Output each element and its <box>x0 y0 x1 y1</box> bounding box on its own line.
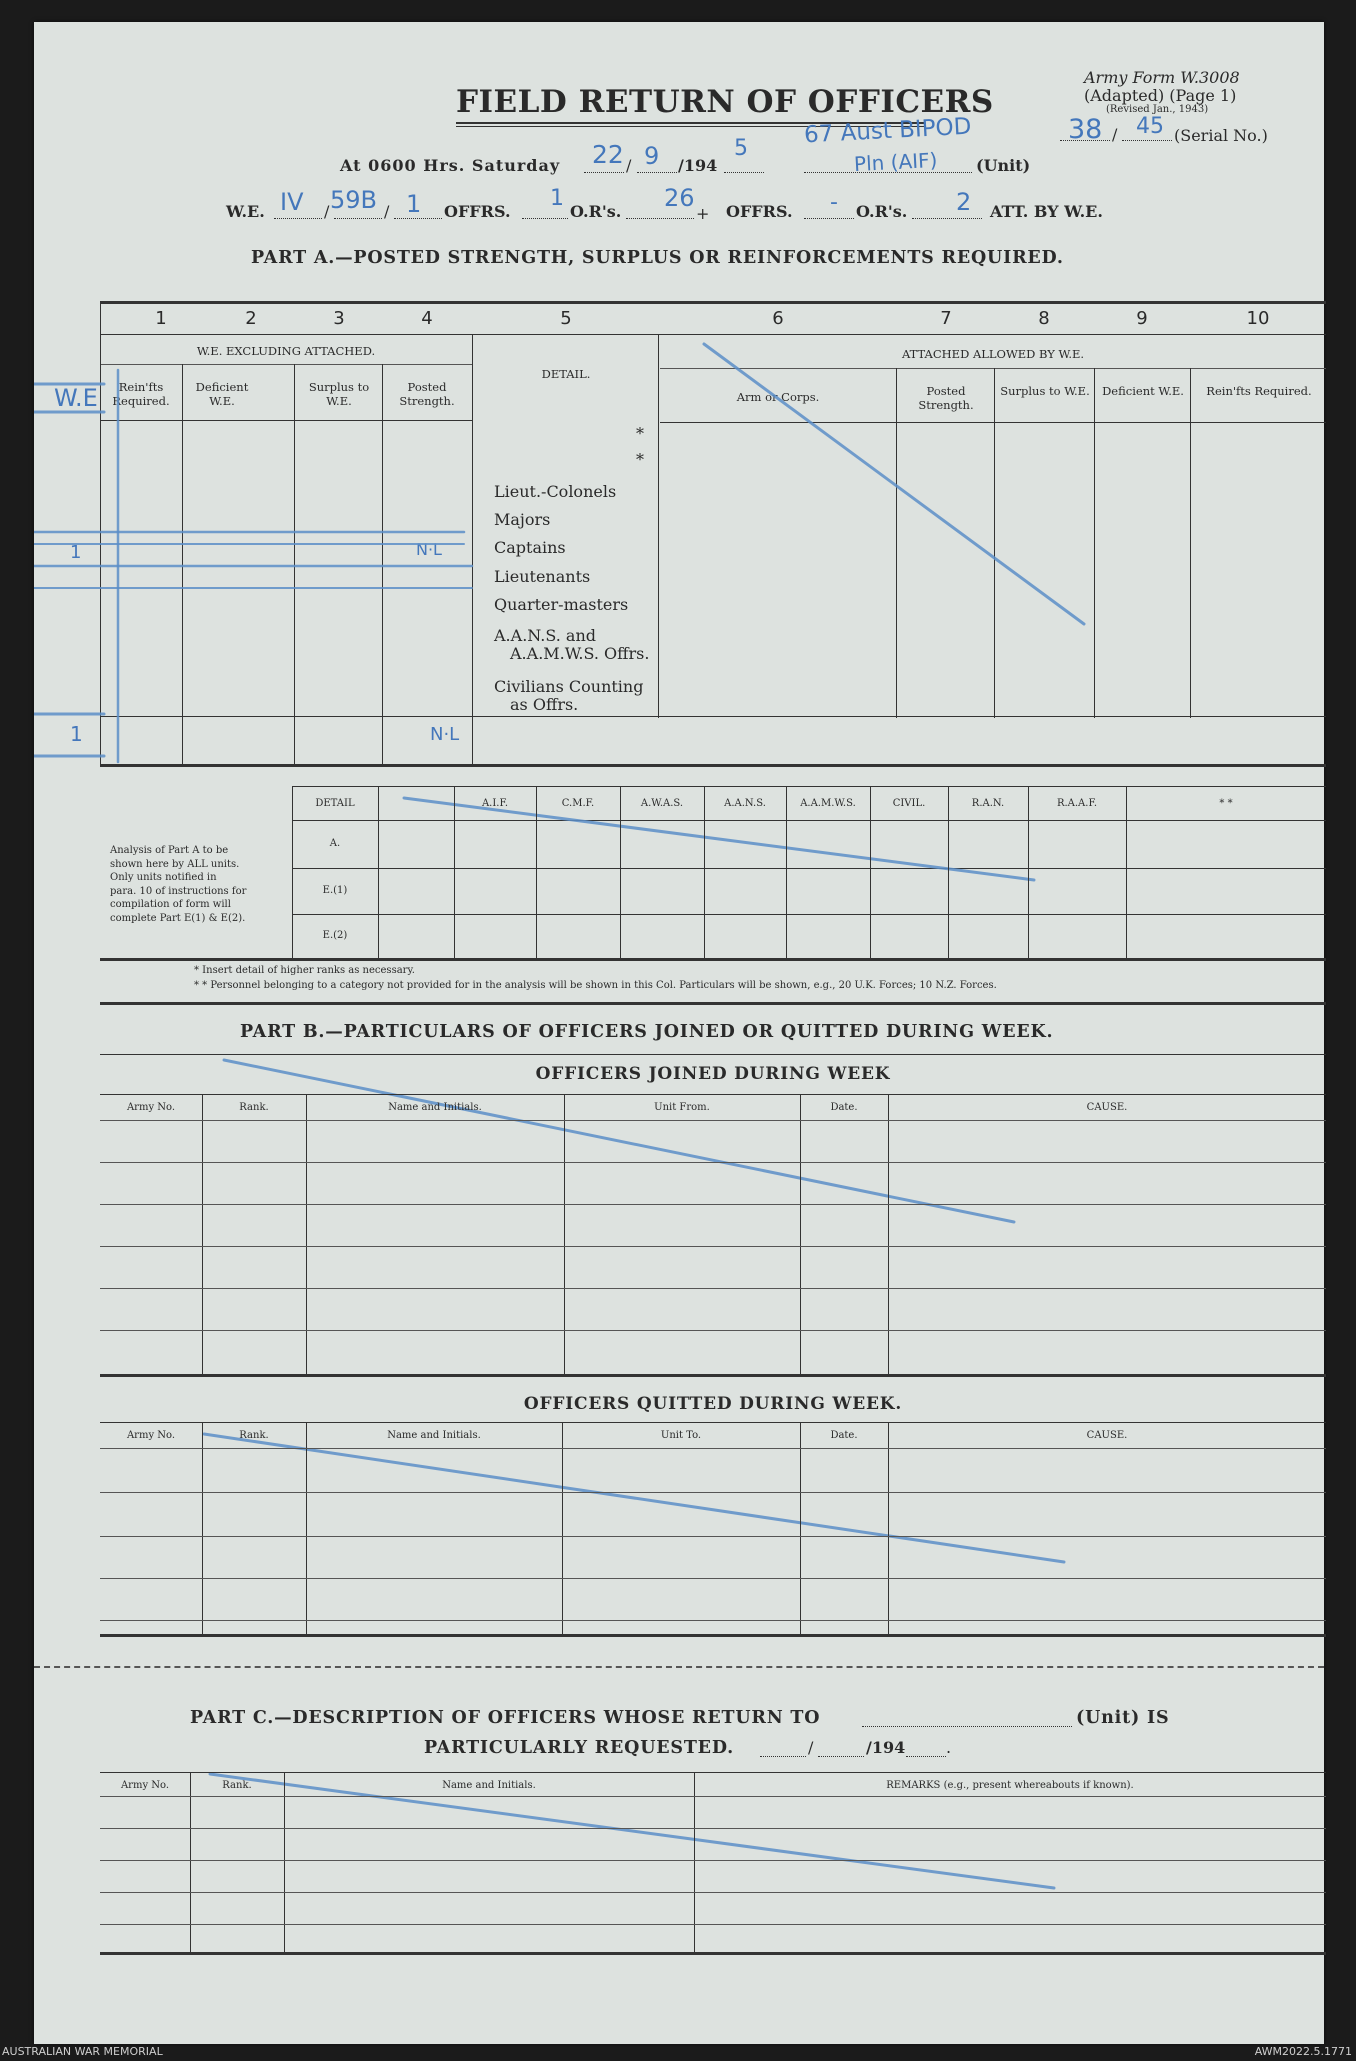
analysis-vline-3 <box>536 786 537 958</box>
analysis-header-9: R.A.A.F. <box>1056 798 1098 809</box>
hand-unit-2: Pln (AIF) <box>853 147 938 177</box>
quitted-row-rule-1 <box>100 1492 1326 1493</box>
part-a-title: PART A.—POSTED STRENGTH, SURPLUS OR REINFORCEMENTS REQUIRED. <box>251 248 1064 268</box>
joined-vline-5 <box>888 1094 889 1374</box>
adapted-label: (Adapted) (Page 1) <box>1084 86 1237 105</box>
rank-star-2: * <box>636 450 644 469</box>
rank-majors: Majors <box>494 510 551 529</box>
quitted-vline-4 <box>800 1422 801 1634</box>
quitted-row-rule-0 <box>100 1448 1326 1449</box>
joined-vline-1 <box>202 1094 203 1374</box>
joined-vline-4 <box>800 1094 801 1374</box>
hand-margin-we: W.E <box>54 384 98 412</box>
partc-col-0: Army No. <box>120 1780 170 1791</box>
quitted-col-5: CAUSE. <box>1086 1430 1128 1441</box>
analysis-row-1: E.(1) <box>322 885 348 896</box>
ors-label-1: O.R's. <box>570 202 622 221</box>
year-prefix: /194 <box>678 156 718 175</box>
column-number-2: 2 <box>245 308 257 329</box>
quitted-vline-3 <box>562 1422 563 1634</box>
col-reinfts: Rein'fts Required. <box>112 380 170 408</box>
ors-label-2: O.R's. <box>856 202 908 221</box>
quitted-row-rule-4 <box>100 1620 1326 1621</box>
revised-label: (Revised Jan., 1943) <box>1106 104 1209 115</box>
part-c-title-a: PART C.—DESCRIPTION OF OFFICERS WHOSE RETURN TO <box>190 1708 821 1728</box>
hand-we-a: IV <box>280 188 304 216</box>
col-deficient: Deficient W.E. <box>195 380 249 408</box>
rank-captains: Captains <box>494 538 566 557</box>
partc-col-2: Name and Initials. <box>442 1780 536 1791</box>
rank-aamws: A.A.M.W.S. Offrs. <box>510 644 650 663</box>
part-b-title: PART B.—PARTICULARS OF OFFICERS JOINED OR QUITTED DURING WEEK. <box>240 1022 1054 1042</box>
analysis-note-4: para. 10 of instructions for <box>110 885 247 897</box>
analysis-note-6: complete Part E(1) & E(2). <box>110 912 246 924</box>
partc-row-rule-2 <box>100 1860 1326 1861</box>
rank-lieutenants: Lieutenants <box>494 567 591 586</box>
analysis-header-3: C.M.F. <box>561 798 595 809</box>
hand-nil-b: N·L <box>430 724 460 745</box>
partc-vline-3 <box>694 1772 695 1952</box>
analysis-header-4: A.W.A.S. <box>640 798 684 809</box>
offrs-label-1: OFFRS. <box>444 202 511 221</box>
joined-vline-3 <box>564 1094 565 1374</box>
analysis-vline-4 <box>620 786 621 958</box>
joined-row-rule-3 <box>100 1246 1326 1247</box>
right-group-header: ATTACHED ALLOWED BY W.E. <box>901 347 1085 361</box>
plus-sign: + <box>696 204 710 223</box>
column-number-7: 7 <box>940 308 952 329</box>
quitted-vline-5 <box>888 1422 889 1634</box>
col-posted: Posted Strength. <box>399 380 455 408</box>
hand-day: 22 <box>592 140 624 169</box>
part-c-slash: / <box>808 1738 814 1757</box>
quitted-bottom-rule <box>100 1634 1326 1637</box>
analysis-vline-5 <box>704 786 705 958</box>
analysis-vline-6 <box>786 786 787 958</box>
analysis-header-5: A.A.N.S. <box>724 798 766 809</box>
part-c-title-c: PARTICULARLY REQUESTED. <box>424 1738 735 1758</box>
column-number-10: 10 <box>1246 308 1270 329</box>
army-form-label: Army Form W.3008 <box>1084 68 1240 87</box>
form-sheet: FIELD RETURN OF OFFICERS Army Form W.3008 (Adapted) (Page 1) (Revised Jan., 1943) / (Serial No.) At 0600 Hrs. Saturday / /194 (Unit) W.E. / / OFFRS. O.R's. + OFFRS. O.R's. ATT. BY W.E. PART A.—POSTED STRENGTH, SURPLUS OR REINFORCEMENTS REQUIRED. W.E. EXCLUDING ATTACHED. ATTACHED ALLOWED BY W.E. DETAIL. Rein'fts Required. Deficient W.E. Surplus to W.E. Posted Strength. Arm or Corps. Posted Strength. Surplus to W.E. Deficient W.E. Rein'fts Required. * * Lieut.-Colonels Majors Captains Lieutenants Quarter-masters A.A.N.S. and A.A.M.W.S. Offrs. Civilians Counting as Offrs. Analysis of Part A to be shown here by ALL units. Only units notified in para. 10 of instructions for compilation of form will complete Part E(1) & E(2). * Insert detail of higher ranks as necessary. * * Personnel belonging to a category not provided for in the analysis will be shown in this Col. Particulars will be shown, e.g., 20 U.K. Forces; 10 N.Z. Forces. PART B.—PARTICULARS OF OFFICERS JOINED OR QUITTED DURING WEEK. OFFICERS JOINED DURING WEEK OFFICERS QUITTED DURING WEEK. PART C.—DESCRIPTION OF OFFICERS WHOSE RETURN TO (Unit) IS PARTICULARLY REQUESTED. / /194 . 22 9 5 67 Aust BIPOD Pln (AIF) 38 45 IV 59B 1 1 26 - 2 W.E 1 1 N·L N·L 1 2 3 4 5 6 7 8 9 10 DETAIL A.I.F. C.M.F. A.W.A.S. A.A.N.S. A.A.M.W.S. CIVIL. R.A.N. R.A.A.F. * * A. E.(1) E.(2) Army No. Rank. Name and Initials. Unit From. Date. CAUSE. Army No. Rank. Name and Initials. Unit To. Date. CAUSE. Army No. Rank. Name and Initials. REMARKS (e.g., present whereabouts if known). <box>34 22 1324 2044</box>
column-number-4: 4 <box>421 308 433 329</box>
hand-year: 5 <box>734 136 748 161</box>
column-number-1: 1 <box>155 308 167 329</box>
analysis-note-2: shown here by ALL units. <box>110 858 240 870</box>
joined-row-rule-5 <box>100 1330 1326 1331</box>
joined-row-rule-4 <box>100 1288 1326 1289</box>
left-group-header: W.E. EXCLUDING ATTACHED. <box>196 344 376 358</box>
hand-serial-2: 45 <box>1136 114 1164 139</box>
rank-civilians-2: as Offrs. <box>510 695 579 714</box>
quitted-col-0: Army No. <box>126 1430 176 1441</box>
hand-ors-1: 26 <box>664 184 695 212</box>
joined-title: OFFICERS JOINED DURING WEEK <box>535 1064 891 1084</box>
rank-star-1: * <box>636 424 644 443</box>
footer-right: AWM2022.5.1771 <box>1254 2045 1352 2058</box>
hand-we-c: 1 <box>406 190 422 218</box>
hand-we-b: 59B <box>330 186 378 214</box>
stroke-diag-analysis <box>404 798 1034 880</box>
joined-col-3: Unit From. <box>654 1102 710 1113</box>
analysis-header-2: A.I.F. <box>481 798 509 809</box>
quitted-col-2: Name and Initials. <box>387 1430 481 1441</box>
analysis-header-8: R.A.N. <box>971 798 1005 809</box>
quitted-title: OFFICERS QUITTED DURING WEEK. <box>523 1394 903 1414</box>
column-number-5: 5 <box>560 308 572 329</box>
col-att-posted: Posted Strength. <box>918 384 974 412</box>
joined-col-5: CAUSE. <box>1086 1102 1128 1113</box>
we-label: W.E. <box>226 202 265 221</box>
analysis-note-5: compilation of form will <box>110 899 231 910</box>
partc-vline-2 <box>284 1772 285 1952</box>
joined-row-rule-1 <box>100 1162 1326 1163</box>
col-att-surplus: Surplus to W.E. <box>1000 384 1090 398</box>
joined-top-rule <box>100 1094 1326 1095</box>
quitted-col-4: Date. <box>830 1430 858 1441</box>
rank-lieut-colonels: Lieut.-Colonels <box>494 482 617 501</box>
joined-col-1: Rank. <box>239 1102 269 1113</box>
part-c-title-b: (Unit) IS <box>1076 1708 1170 1728</box>
footnote-1: * Insert detail of higher ranks as necessary. <box>194 965 415 976</box>
partc-row-rule-0 <box>100 1796 1326 1797</box>
partc-vline-1 <box>190 1772 191 1952</box>
footer-left: AUSTRALIAN WAR MEMORIAL <box>2 2045 163 2058</box>
quitted-vline-2 <box>306 1422 307 1634</box>
hand-offrs-2: - <box>830 190 838 215</box>
hand-ors-2: 2 <box>956 188 972 216</box>
part-c-year: /194 <box>866 1738 906 1757</box>
rank-quartermasters: Quarter-masters <box>494 595 629 614</box>
analysis-vline-10 <box>1126 786 1127 958</box>
joined-col-4: Date. <box>830 1102 858 1113</box>
quitted-col-3: Unit To. <box>660 1430 702 1441</box>
quitted-row-rule-2 <box>100 1536 1326 1537</box>
analysis-vline-7 <box>870 786 871 958</box>
analysis-row-2: E.(2) <box>322 930 348 941</box>
offrs-label-2: OFFRS. <box>726 202 793 221</box>
column-number-9: 9 <box>1136 308 1148 329</box>
hand-margin-one-b: 1 <box>70 722 83 746</box>
analysis-note-3: Only units notified in <box>110 872 217 883</box>
form-title: FIELD RETURN OF OFFICERS <box>456 84 994 120</box>
col-surplus: Surplus to W.E. <box>308 380 370 408</box>
analysis-row-0: A. <box>329 838 341 849</box>
quitted-row-rule-3 <box>100 1578 1326 1579</box>
column-number-3: 3 <box>333 308 345 329</box>
quitted-col-1: Rank. <box>239 1430 269 1441</box>
stroke-diag-part-a <box>704 344 1084 624</box>
analysis-header-6: A.A.M.W.S. <box>800 798 856 809</box>
joined-bottom-rule <box>100 1374 1326 1377</box>
detail-header: DETAIL. <box>541 367 591 381</box>
analysis-header-7: CIVIL. <box>892 798 926 809</box>
analysis-header-0: DETAIL <box>315 798 355 809</box>
hand-nil-a: N·L <box>416 540 442 559</box>
analysis-vline-2 <box>454 786 455 958</box>
partc-row-rule-1 <box>100 1828 1326 1829</box>
hand-serial-1: 38 <box>1068 114 1103 145</box>
serial-label: (Serial No.) <box>1174 126 1268 145</box>
part-c-period: . <box>946 1738 952 1757</box>
col-att-reinfts: Rein'fts Required. <box>1206 384 1312 398</box>
partc-row-rule-3 <box>100 1892 1326 1893</box>
att-label: ATT. BY W.E. <box>990 202 1103 221</box>
quitted-top-rule <box>100 1422 1326 1423</box>
analysis-vline-8 <box>948 786 949 958</box>
rank-aans: A.A.N.S. and <box>494 626 596 645</box>
column-number-6: 6 <box>772 308 784 329</box>
hand-offrs-1: 1 <box>550 186 564 211</box>
joined-row-rule-2 <box>100 1204 1326 1205</box>
hand-margin-one-a: 1 <box>70 542 82 563</box>
column-number-8: 8 <box>1038 308 1050 329</box>
stroke-diag-quitted <box>204 1434 1064 1562</box>
joined-col-0: Army No. <box>126 1102 176 1113</box>
hand-month: 9 <box>644 142 660 170</box>
joined-col-2: Name and Initials. <box>388 1102 482 1113</box>
col-arm-corps: Arm or Corps. <box>736 390 820 404</box>
joined-vline-2 <box>306 1094 307 1374</box>
rank-civilians: Civilians Counting <box>494 677 644 696</box>
col-att-deficient: Deficient W.E. <box>1102 384 1184 398</box>
partc-bottom-rule <box>100 1952 1326 1955</box>
date-slash: / <box>626 156 632 175</box>
hand-unit-1: 67 Aust BIPOD <box>803 113 973 149</box>
at-hours-label: At 0600 Hrs. Saturday <box>340 156 561 175</box>
partc-col-3: REMARKS (e.g., present whereabouts if known). <box>886 1780 1134 1791</box>
partc-col-1: Rank. <box>222 1780 252 1791</box>
quitted-vline-1 <box>202 1422 203 1634</box>
stroke-diag-joined <box>224 1060 1014 1222</box>
unit-label: (Unit) <box>976 156 1031 175</box>
partc-row-rule-4 <box>100 1924 1326 1925</box>
joined-row-rule-0 <box>100 1120 1326 1121</box>
analysis-note-1: Analysis of Part A to be <box>110 845 229 856</box>
analysis-vline-1 <box>378 786 379 958</box>
analysis-header-10: * * <box>1219 798 1233 809</box>
footnote-2: * * Personnel belonging to a category not provided for in the analysis will be shown in this Col. Particulars will be shown, e.g., 20 U.K. Forces; 10 N.Z. Forces. <box>194 980 997 991</box>
analysis-vline-9 <box>1028 786 1029 958</box>
stroke-diag-part-c <box>210 1774 1054 1888</box>
